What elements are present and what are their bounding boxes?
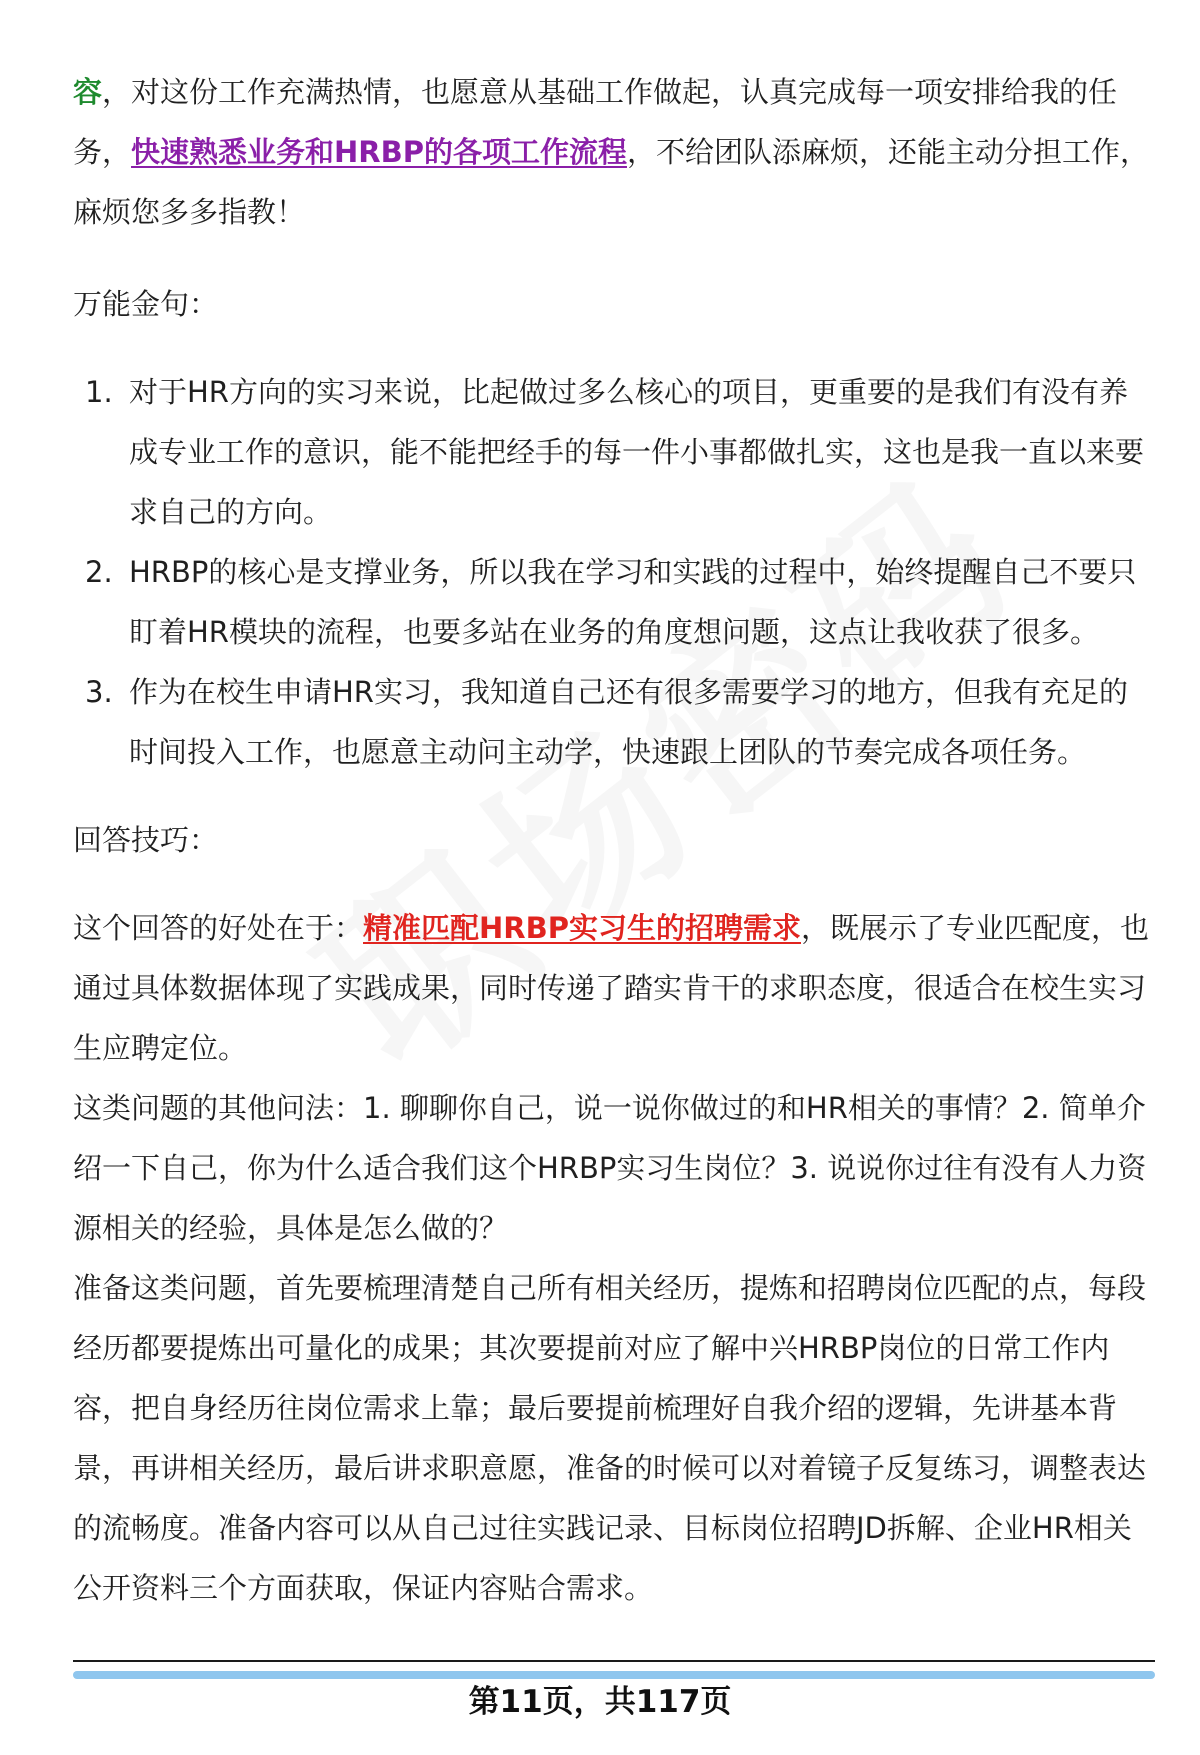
golden-item bbox=[73, 362, 1155, 542]
golden-item bbox=[73, 662, 1155, 782]
document-body bbox=[73, 62, 1155, 1618]
tips-highlight-red: 精准匹配HRBP实习生的招聘需求 bbox=[363, 911, 801, 945]
golden-list bbox=[73, 362, 1155, 782]
tips-heading: 回答技巧： bbox=[73, 823, 219, 857]
intro-text-1: ，对这份工作充满热情，也愿意从基础工作做起，认真完成每一项安排给我的任务， bbox=[73, 75, 1118, 169]
tips-prefix: 这个回答的好处在于： bbox=[73, 911, 364, 945]
golden-heading: 万能金句： bbox=[73, 287, 219, 321]
preparation-paragraph: 准备这类问题，首先要梳理清楚自己所有相关经历，提炼和招聘岗位匹配的点，每段经历都要提炼出可量化的成果；其次要提前对应了解中兴HRBP岗位的日常工作内容，把自身经历往岗位需求上靠；最后要提前梳理好自我介绍的逻辑，先讲基本背景，再讲相关经历，最后讲求职意愿，准备的时候可以对着镜子反复练习，调整表达的流畅度。准备内容可以从自己过往实践记录、目标岗位招聘JD拆解、企业HR相关公开资料三个方面获取，保证内容贴合需求。 bbox=[73, 1271, 1147, 1605]
footer-accent-bar bbox=[73, 1671, 1155, 1679]
intro-paragraph bbox=[73, 62, 1155, 242]
golden-item-number: 2. bbox=[85, 555, 113, 589]
intro-highlight-green: 容 bbox=[73, 75, 103, 109]
footer-divider bbox=[73, 1660, 1155, 1662]
golden-item bbox=[73, 542, 1155, 662]
golden-item-text: 对于HR方向的实习来说，比起做过多么核心的项目，更重要的是我们有没有养成专业工作的意识，能不能把经手的每一件小事都做扎实，这也是我一直以来要求自己的方向。 bbox=[129, 375, 1145, 529]
golden-item-text: HRBP的核心是支撑业务，所以我在学习和实践的过程中，始终提醒自己不要只盯着HR模块的流程，也要多站在业务的角度想问题，这点让我收获了很多。 bbox=[129, 555, 1137, 649]
golden-item-number: 1. bbox=[85, 375, 113, 409]
other-questions-paragraph: 这类问题的其他问法：1. 聊聊你自己，说一说你做过的和HR相关的事情？2. 简单介绍一下自己，你为什么适合我们这个HRBP实习生岗位？3. 说说你过往有没有人力资源相关的经验，具体是怎么做的？ bbox=[73, 1091, 1147, 1245]
golden-item-text: 作为在校生申请HR实习，我知道自己还有很多需要学习的地方，但我有充足的时间投入工作，也愿意主动问主动学，快速跟上团队的节奏完成各项任务。 bbox=[129, 675, 1128, 769]
tips-paragraph bbox=[73, 898, 1155, 1078]
intro-highlight-purple: 快速熟悉业务和HRBP的各项工作流程 bbox=[131, 135, 627, 169]
golden-item-number: 3. bbox=[85, 675, 113, 709]
intro-text-2: ，不给团队添麻烦，还能主动分担工作，麻烦您多多指教！ bbox=[73, 135, 1149, 229]
tips-suffix: ，既展示了专业匹配度，也通过具体数据体现了实践成果，同时传递了踏实肯干的求职态度，很适合在校生实习生应聘定位。 bbox=[73, 911, 1149, 1065]
page-number: 第11页，共117页 bbox=[468, 1684, 732, 1720]
